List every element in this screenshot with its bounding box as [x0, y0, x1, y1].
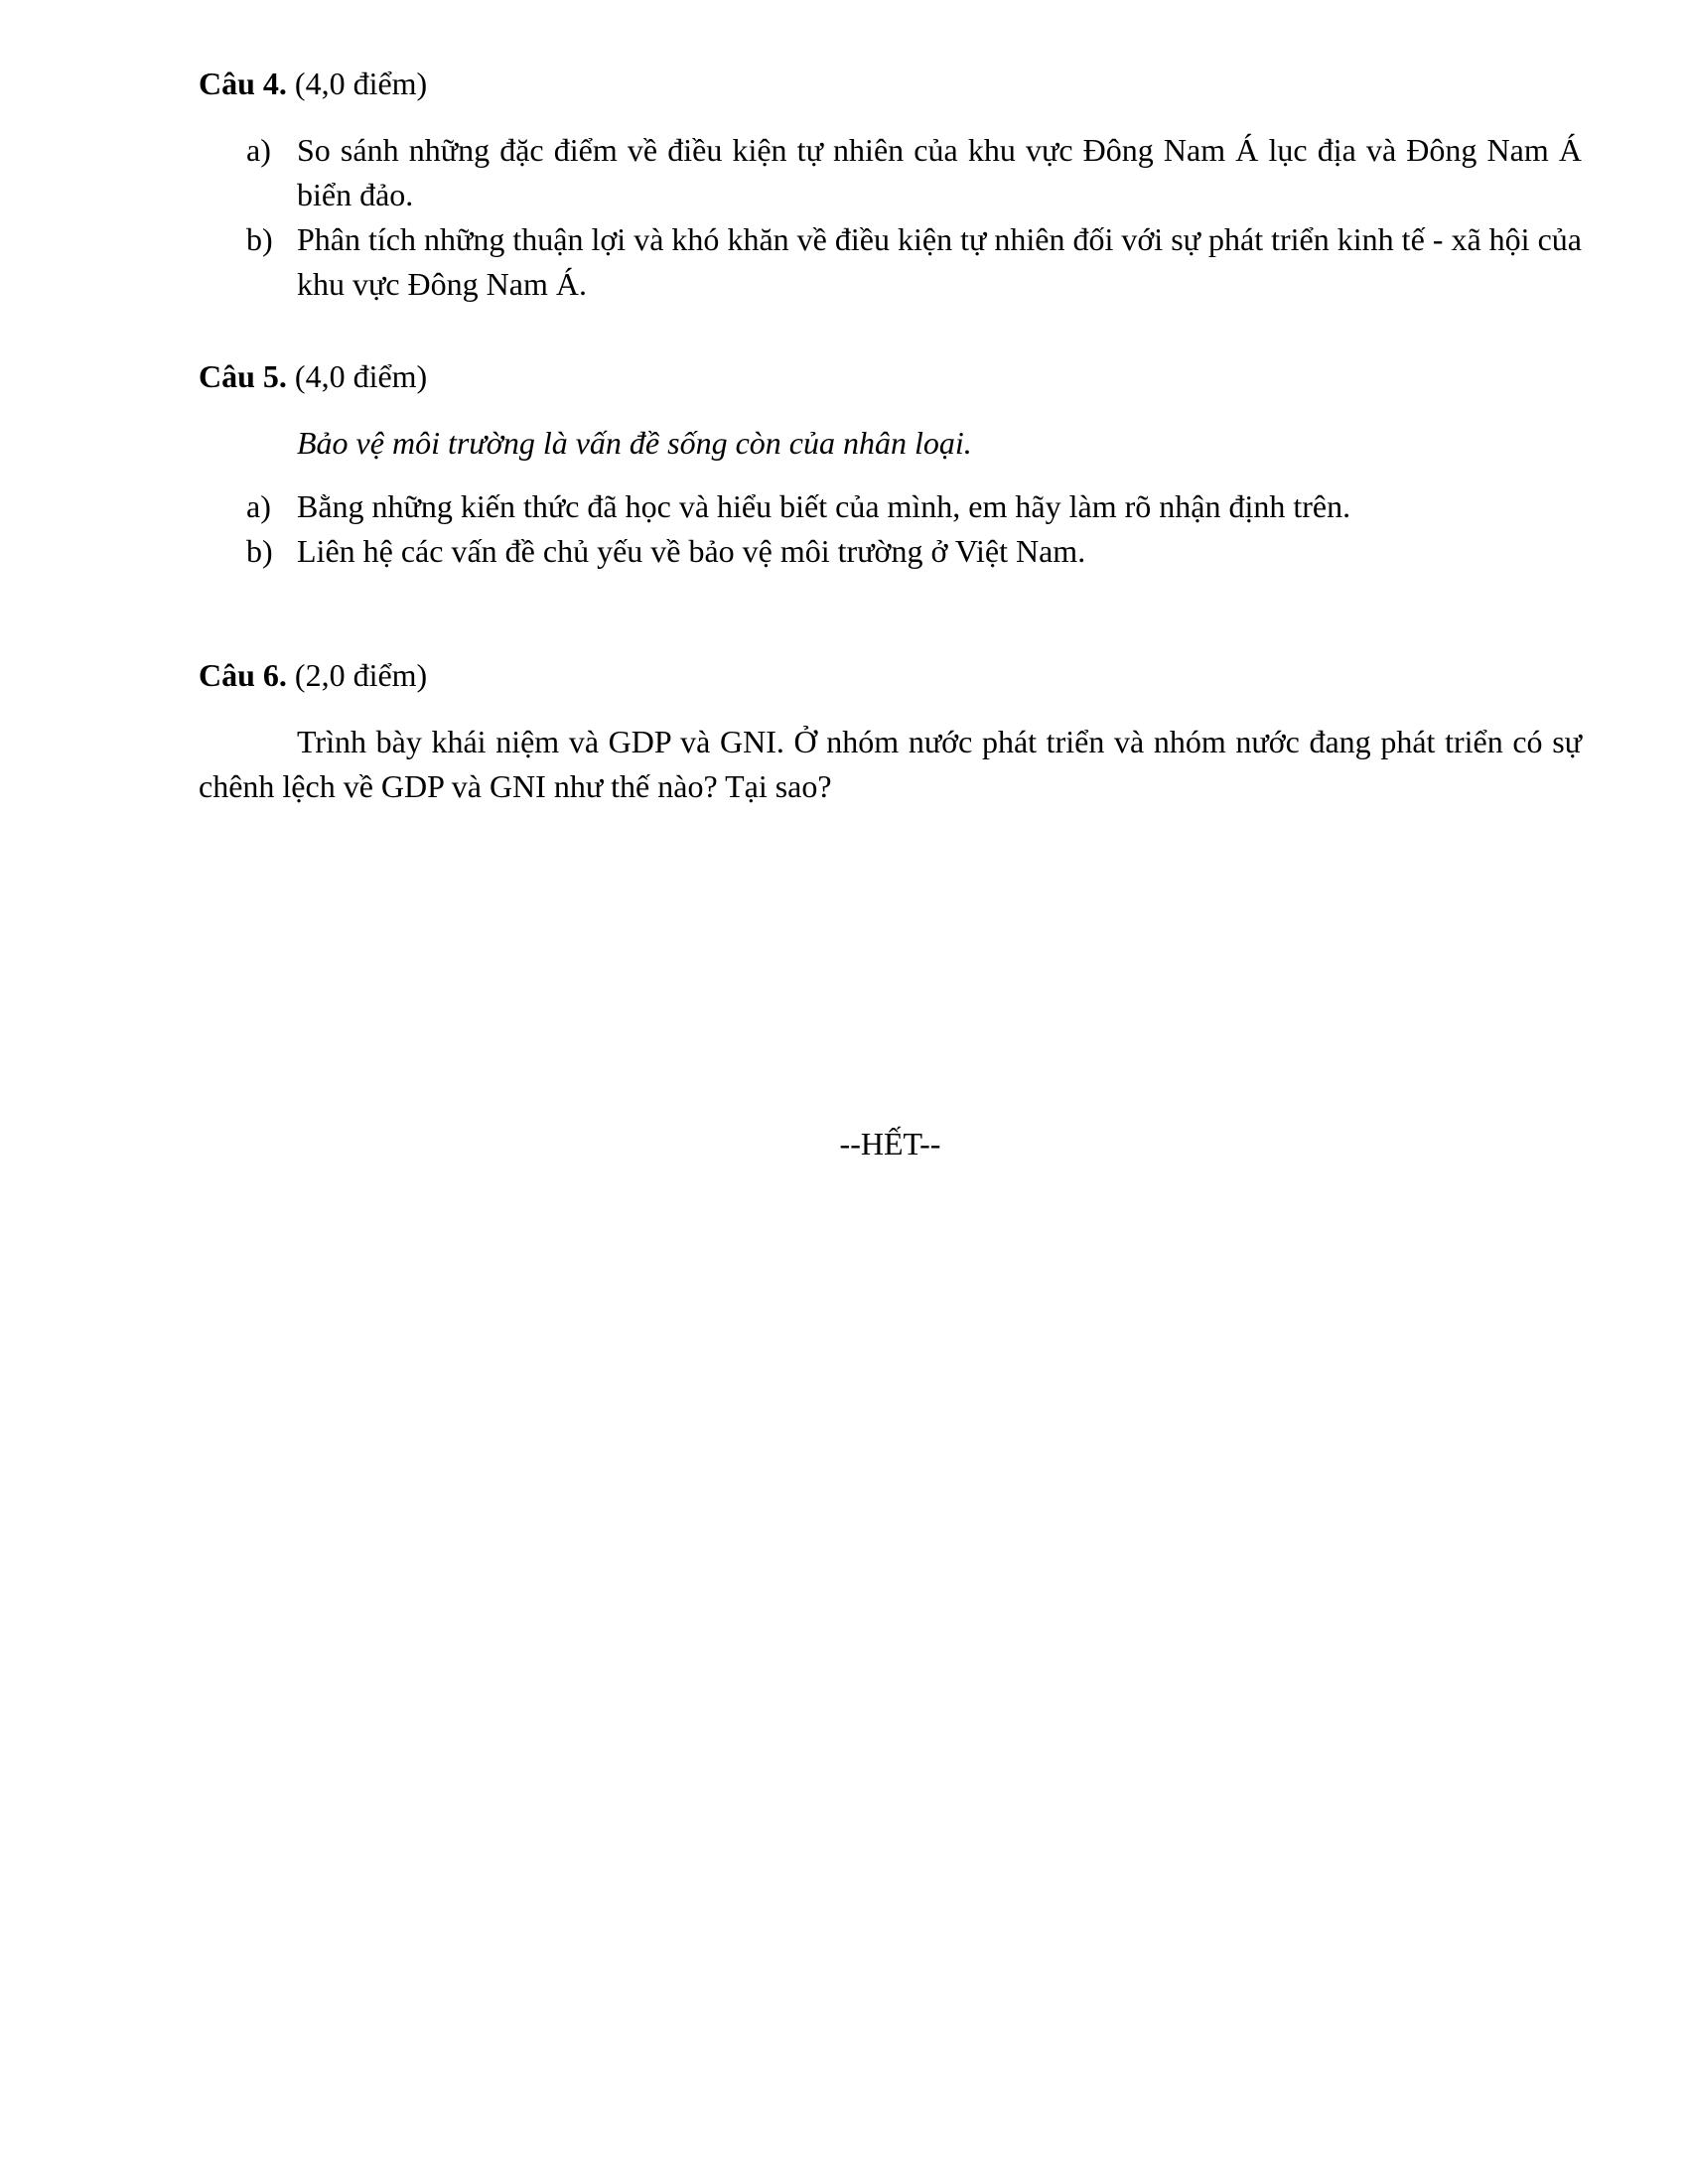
- exam-page: [199, 60, 1582, 809]
- question-4-label: Câu 4.: [199, 66, 287, 101]
- question-4-points: (4,0 điểm): [294, 66, 428, 101]
- list-item: [199, 484, 1582, 529]
- item-text: Liên hệ các vấn đề chủ yếu về bảo vệ môi trường ở Việt Nam.: [297, 533, 1086, 569]
- item-marker: b): [246, 533, 273, 569]
- end-marker: --HẾT--: [839, 1126, 941, 1161]
- item-marker: a): [246, 488, 271, 524]
- question-5-list: [199, 484, 1582, 574]
- question-6-text: Trình bày khái niệm và GDP và GNI. Ở nhóm nước phát triển và nhóm nước đang phát triển có sự chênh lệch về GDP và GNI như thế nào? Tại sao?: [199, 724, 1582, 804]
- question-6-label: Câu 6.: [199, 657, 287, 693]
- question-5-label: Câu 5.: [199, 358, 287, 394]
- item-text: Bằng những kiến thức đã học và hiểu biết của mình, em hãy làm rõ nhận định trên.: [297, 488, 1351, 524]
- question-4-heading: [199, 62, 1582, 106]
- question-6-heading: [199, 653, 1582, 698]
- item-marker: b): [246, 221, 273, 257]
- question-4-list: [199, 128, 1582, 307]
- list-item: [199, 128, 1582, 217]
- item-marker: a): [246, 132, 271, 168]
- question-5-points: (4,0 điểm): [294, 358, 428, 394]
- list-item: [199, 529, 1582, 574]
- list-item: [199, 217, 1582, 307]
- item-text: So sánh những đặc điểm về điều kiện tự nhiên của khu vực Đông Nam Á lục địa và Đông Nam Á biển đảo.: [297, 132, 1582, 212]
- question-5-heading: [199, 354, 1582, 399]
- question-6-points: (2,0 điểm): [294, 657, 428, 693]
- question-5-quote: Bảo vệ môi trường là vấn đề sống còn của nhân loại.: [297, 425, 972, 461]
- item-text: Phân tích những thuận lợi và khó khăn về điều kiện tự nhiên đối với sự phát triển kinh tế - xã hội của khu vực Đông Nam Á.: [297, 221, 1582, 302]
